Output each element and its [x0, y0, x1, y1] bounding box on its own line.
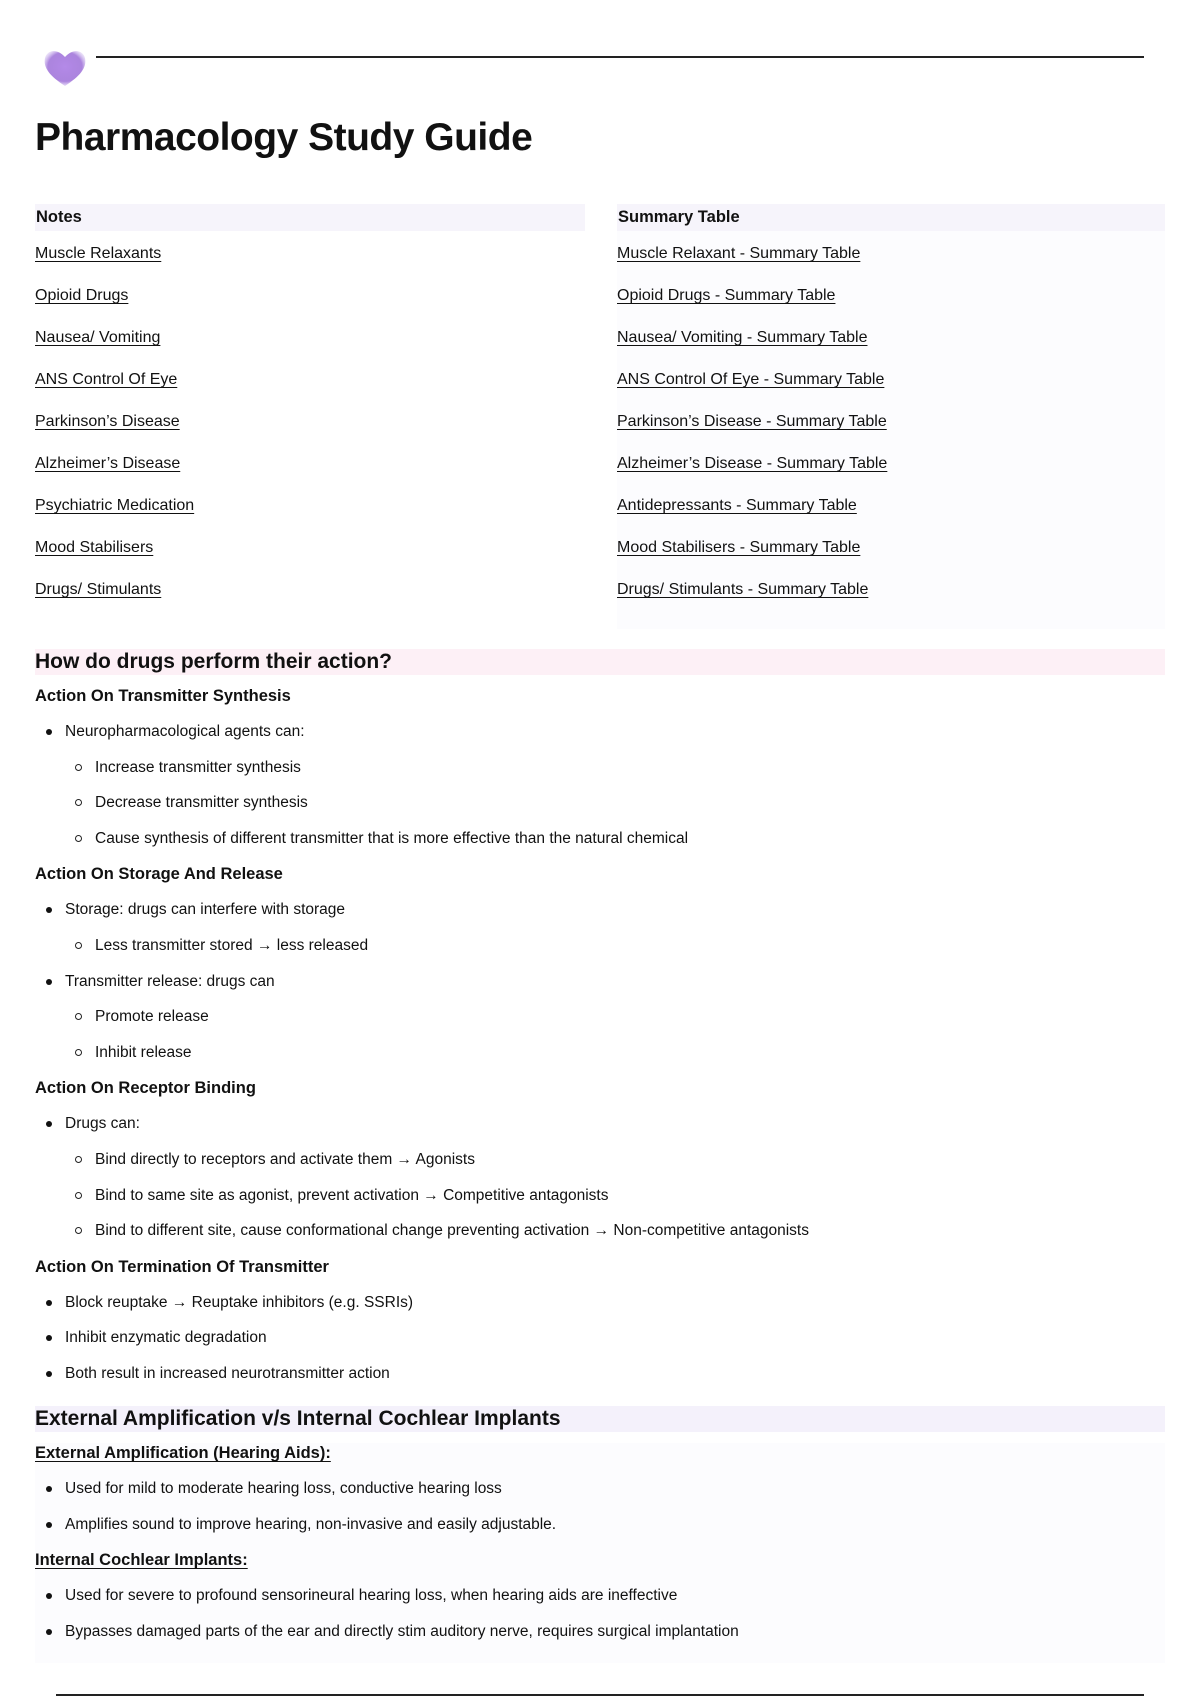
notes-column [35, 204, 585, 611]
bullet-item: Used for mild to moderate hearing loss, conductive hearing loss [35, 1475, 1165, 1511]
link-opioid-drugs-summary[interactable]: Opioid Drugs - Summary Table [617, 287, 836, 304]
link-ans-control-of-eye[interactable]: ANS Control Of Eye [35, 371, 178, 388]
link-drugs-stimulants[interactable]: Drugs/ Stimulants [35, 581, 162, 598]
bullet-item: Drugs can: [35, 1110, 1165, 1146]
sub-bullet-item: Cause synthesis of different transmitter that is more effective than the natural chemical [35, 825, 1165, 861]
sub-bullet-item: Bind directly to receptors and activate them → Agonists [35, 1146, 1165, 1182]
link-parkinsons-disease[interactable]: Parkinson’s Disease [35, 413, 180, 430]
summary-list [617, 233, 1165, 611]
summary-column [617, 204, 1165, 611]
bullet-item: Used for severe to profound sensorineural hearing loss, when hearing aids are ineffective [35, 1582, 1165, 1618]
link-alzheimers-disease[interactable]: Alzheimer’s Disease [35, 455, 181, 472]
list-item [617, 233, 1165, 275]
list-item [617, 401, 1165, 443]
subheading-synthesis: Action On Transmitter Synthesis [35, 687, 291, 705]
subheading-external-amplification: External Amplification (Hearing Aids): [35, 1444, 331, 1462]
bullet-item: Inhibit enzymatic degradation [35, 1324, 1165, 1360]
link-muscle-relaxant-summary[interactable]: Muscle Relaxant - Summary Table [617, 245, 861, 262]
bottom-divider [56, 1694, 1144, 1696]
list-item [35, 233, 585, 275]
list-item [617, 317, 1165, 359]
list-item [35, 485, 585, 527]
link-antidepressants-summary[interactable]: Antidepressants - Summary Table [617, 497, 857, 514]
list-item [35, 359, 585, 401]
link-parkinsons-disease-summary[interactable]: Parkinson’s Disease - Summary Table [617, 413, 887, 430]
bullet-item: Storage: drugs can interfere with storage [35, 896, 1165, 932]
sub-bullet-item: Increase transmitter synthesis [35, 754, 1165, 790]
link-ans-control-of-eye-summary[interactable]: ANS Control Of Eye - Summary Table [617, 371, 885, 388]
drug-action-body [35, 682, 1165, 1396]
subheading-cochlear-implants: Internal Cochlear Implants: [35, 1551, 248, 1570]
list-item [35, 275, 585, 317]
list-item [617, 443, 1165, 485]
sub-bullet-item: Promote release [35, 1003, 1165, 1039]
bullet-item: Both result in increased neurotransmitter action [35, 1360, 1165, 1396]
sub-bullet-item: Decrease transmitter synthesis [35, 789, 1165, 825]
subheading-receptor: Action On Receptor Binding [35, 1079, 256, 1098]
list-item [35, 317, 585, 359]
subheading-termination: Action On Termination Of Transmitter [35, 1257, 329, 1276]
link-opioid-drugs[interactable]: Opioid Drugs [35, 287, 129, 304]
bullet-item: Amplifies sound to improve hearing, non-invasive and easily adjustable. [35, 1511, 1165, 1547]
notes-header: Notes [35, 204, 585, 231]
sub-bullet-item: Inhibit release [35, 1039, 1165, 1075]
link-drugs-stimulants-summary[interactable]: Drugs/ Stimulants - Summary Table [617, 581, 869, 598]
page-title: Pharmacology Study Guide [35, 116, 533, 159]
list-item [35, 443, 585, 485]
sub-bullet-item: Less transmitter stored → less released [35, 932, 1165, 968]
list-item [617, 275, 1165, 317]
link-nausea-vomiting[interactable]: Nausea/ Vomiting [35, 329, 161, 346]
bullet-item: Neuropharmacological agents can: [35, 718, 1165, 754]
heart-icon [40, 44, 90, 90]
sub-bullet-item: Bind to same site as agonist, prevent activation → Competitive antagonists [35, 1182, 1165, 1218]
link-psychiatric-medication[interactable]: Psychiatric Medication [35, 497, 195, 514]
list-item [35, 569, 585, 611]
top-divider [96, 56, 1144, 58]
notes-list [35, 233, 585, 611]
bullet-item: Block reuptake → Reuptake inhibitors (e.g. SSRIs) [35, 1289, 1165, 1325]
bullet-item: Transmitter release: drugs can [35, 968, 1165, 1004]
list-item [617, 485, 1165, 527]
summary-header: Summary Table [617, 204, 1165, 231]
subheading-storage: Action On Storage And Release [35, 865, 283, 884]
list-item [35, 527, 585, 569]
link-nausea-vomiting-summary[interactable]: Nausea/ Vomiting - Summary Table [617, 329, 868, 346]
list-item [617, 527, 1165, 569]
link-mood-stabilisers[interactable]: Mood Stabilisers [35, 539, 154, 556]
link-alzheimers-disease-summary[interactable]: Alzheimer’s Disease - Summary Table [617, 455, 888, 472]
list-item [617, 569, 1165, 611]
section-heading-drug-action: How do drugs perform their action? [35, 649, 1165, 675]
hearing-body [35, 1439, 1165, 1653]
link-muscle-relaxants[interactable]: Muscle Relaxants [35, 245, 162, 262]
section-heading-hearing: External Amplification v/s Internal Cochlear Implants [35, 1406, 1165, 1432]
bullet-item: Bypasses damaged parts of the ear and directly stim auditory nerve, requires surgical implantation [35, 1618, 1165, 1654]
link-mood-stabilisers-summary[interactable]: Mood Stabilisers - Summary Table [617, 539, 861, 556]
sub-bullet-item: Bind to different site, cause conformational change preventing activation → Non-competitive antagonists [35, 1217, 1165, 1253]
list-item [35, 401, 585, 443]
list-item [617, 359, 1165, 401]
